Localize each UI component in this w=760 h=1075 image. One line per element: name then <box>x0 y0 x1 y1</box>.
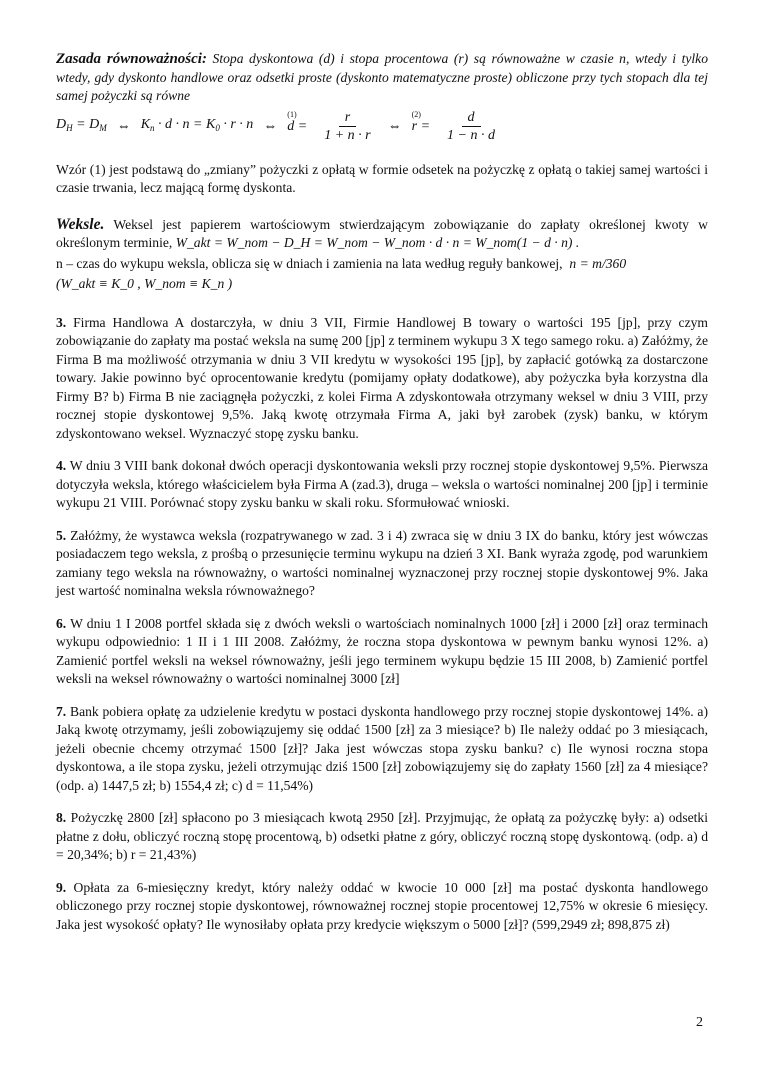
weksle-n-line: n – czas do wykupu weksla, oblicza się w dniach i zamienia na lata według reguły bankowej, n = m/360 <box>56 255 627 271</box>
page-number: 2 <box>696 1015 703 1030</box>
problem-item: 5. Załóżmy, że wystawca weksla (rozpatrywanego w zad. 3 i 4) zwraca się w dniu 3 IX do banku, który jest wówczas posiadaczem tego weksla, z prośbą o przesunięcie terminu wykupu na dzień 3 XI. Bank wyraża zgodę, pod warunkiem zamiany tego weksla na równoważny, o wartości nominalnej wyznaczonej przy rocznej stopie dyskontowej 9%. Jaka jest wartość nominalna weksla równoważnego? <box>56 527 708 598</box>
problem-item: 4. W dniu 3 VIII bank dokonał dwóch operacji dyskontowania weksli przy rocznej stopie dyskontowej 9,5%. Pierwsza dotyczyła weksla, którego właścicielem była Firma A (zad.3), druga – weksla o wartości nominalnej 200 [jp] i terminie wykupu 21 VIII. Porównać stopy zysku banku w skali roku. Sformułować wnioski. <box>56 458 708 510</box>
problem-item: 9. Opłata za 6-miesięczny kredyt, który należy oddać w kwocie 10 000 [zł] ma postać dyskonta handlowego obliczonego przy rocznej stopie dyskontowej, równoważnej rocznej stopie procentowej 12,75% w okresie 6 miesięcy. Jaka jest wysokość opłaty? Ile wynosiłaby opłata przy kredycie większym o 5000 [zł]? (599,2949 zł; 898,875 zł) <box>56 879 708 932</box>
weksle-definition <box>56 216 708 253</box>
problem-item: 3. Firma Handlowa A dostarczyła, w dniu 3 VII, Firmie Handlowej B towary o wartości 195 [jp], przy czym zobowiązanie do zapłaty ma postać weksla na sumę 200 [jp] z terminem wykupu 3 X tego samego roku. a) Załóżmy, że Firma B ma możliwość otrzymania w dniu 3 VII kredytu w wysokości 195 [jp], by zapłacić gotówką za dostarczone towary. Jakie powinno być oprocentowanie kredytu (pomijamy opłaty dodatkowe), aby pożyczka była korzystna dla Firmy B? b) Firma B nie zaciągnęła pożyczki, z kolei Firma A zdyskontowała otrzymany weksel w dniu 3 VIII, przy rocznej stopie dyskontowej 9,5%. Jaką kwotę otrzymała Firma A, jaki był zarobek (zysk) banku, w którym zdyskontowano weksel. Wyznaczyć stopę zysku banku. <box>56 314 708 441</box>
equivalence-heading: Zasada równoważności: <box>56 51 207 67</box>
problem-list <box>56 314 708 935</box>
fraction-d: $\frac{r}{1 + n \cdot r}$ <box>324 109 371 143</box>
problem-item: 6. W dniu 1 I 2008 portfel składa się z dwóch weksli o wartościach nominalnych 1000 [zł] i 2000 [zł] oraz terminach wykupu odpowiednio: 1 II i 1 III 2008. Załóżmy, że roczna stopa dyskontowa w pewnym banku wynosi 12%. a) Zamienić portfel weksli na weksel równoważny, jeśli jego terminem wykupu będzie 15 III 2008, b) Zamienić portfel weksli na weksel równoważny o wartości nominalnej 3000 [zł] <box>56 615 708 686</box>
equivalence-text: Stopa dyskontowa (d) i stopa procentowa (r) są równoważne w czasie n, wtedy i tylko wtedy, gdy dyskonto handlowe oraz odsetki proste (dyskonto matematyczne proste) obliczone przy tych stopach dla tej samej pożyczki są równe <box>56 51 708 103</box>
weksle-heading: Weksle. <box>56 215 105 233</box>
weksle-equivalence: (W_akt ≡ K_0 , W_nom ≡ K_n ) <box>56 276 233 291</box>
weksle-text: Weksel jest papierem wartościowym stwierdzającym zobowiązanie do zapłaty określonej kwoty w określonym terminie, <box>56 216 708 250</box>
problem-item: 8. Pożyczkę 2800 [zł] spłacono po 3 miesiącach kwotą 2950 [zł]. Przyjmując, że opłatą za pożyczkę były: a) odsetki płatne z dołu, obliczyć roczną stopę procentową, b) odsetki płatne z góry, obliczyć roczną stopę dyskontową. (odp. a) d = 20,34%; b) r = 21,43%) <box>56 810 708 862</box>
fraction-r: $\frac{d}{1 - n \cdot d}$ <box>447 109 495 143</box>
weksle-n-formula: n = m/360 <box>569 255 627 271</box>
problem-item: 7. Bank pobiera opłatę za udzielenie kredytu w postaci dyskonta handlowego przy rocznej stopie dyskontowej 14%. a) Jaką kwotę otrzymamy, jeśli zobowiązujemy się oddać 1500 [zł] za 3 miesiące? b) Ile należy oddać po 3 miesiącach, jeżeli obecnie chcemy otrzymać 1500 [zł]? Jaka jest wówczas stopa zysku banku? c) Ile wynosi roczna stopa dyskontowa, a ile stopa zysku, jeżeli otrzymując dziś 1500 [zł] zobowiązujemy się do zapłaty 1560 [zł] za 4 miesiące? (odp. a) 1447,5 zł; b) 1554,4 zł; c) d = 11,54%) <box>56 703 708 793</box>
formula-note: Wzór (1) jest podstawą do „zmiany” pożyczki z opłatą w formie odsetek na pożyczkę z opłatą o takiej samej wartości i czasie trwania, lecz mającą formę dyskonta. <box>56 161 708 195</box>
equivalence-principle <box>56 50 708 106</box>
document-page <box>56 50 708 948</box>
weksle-formula: W_akt = W_nom − D_H = W_nom − W_nom · d · n = W_nom(1 − d · n) . <box>175 235 580 250</box>
equivalence-equation: $D_H = D_M$ ⇔ $K_n \cdot d \cdot n = K_0 \cdot r \cdot n$ ⇔ (1) d = $\frac{r}{1 + n \cdot r}$ ⇔ (2) r = $\frac{d}{1 - n \cdot d}$ <box>56 110 708 145</box>
